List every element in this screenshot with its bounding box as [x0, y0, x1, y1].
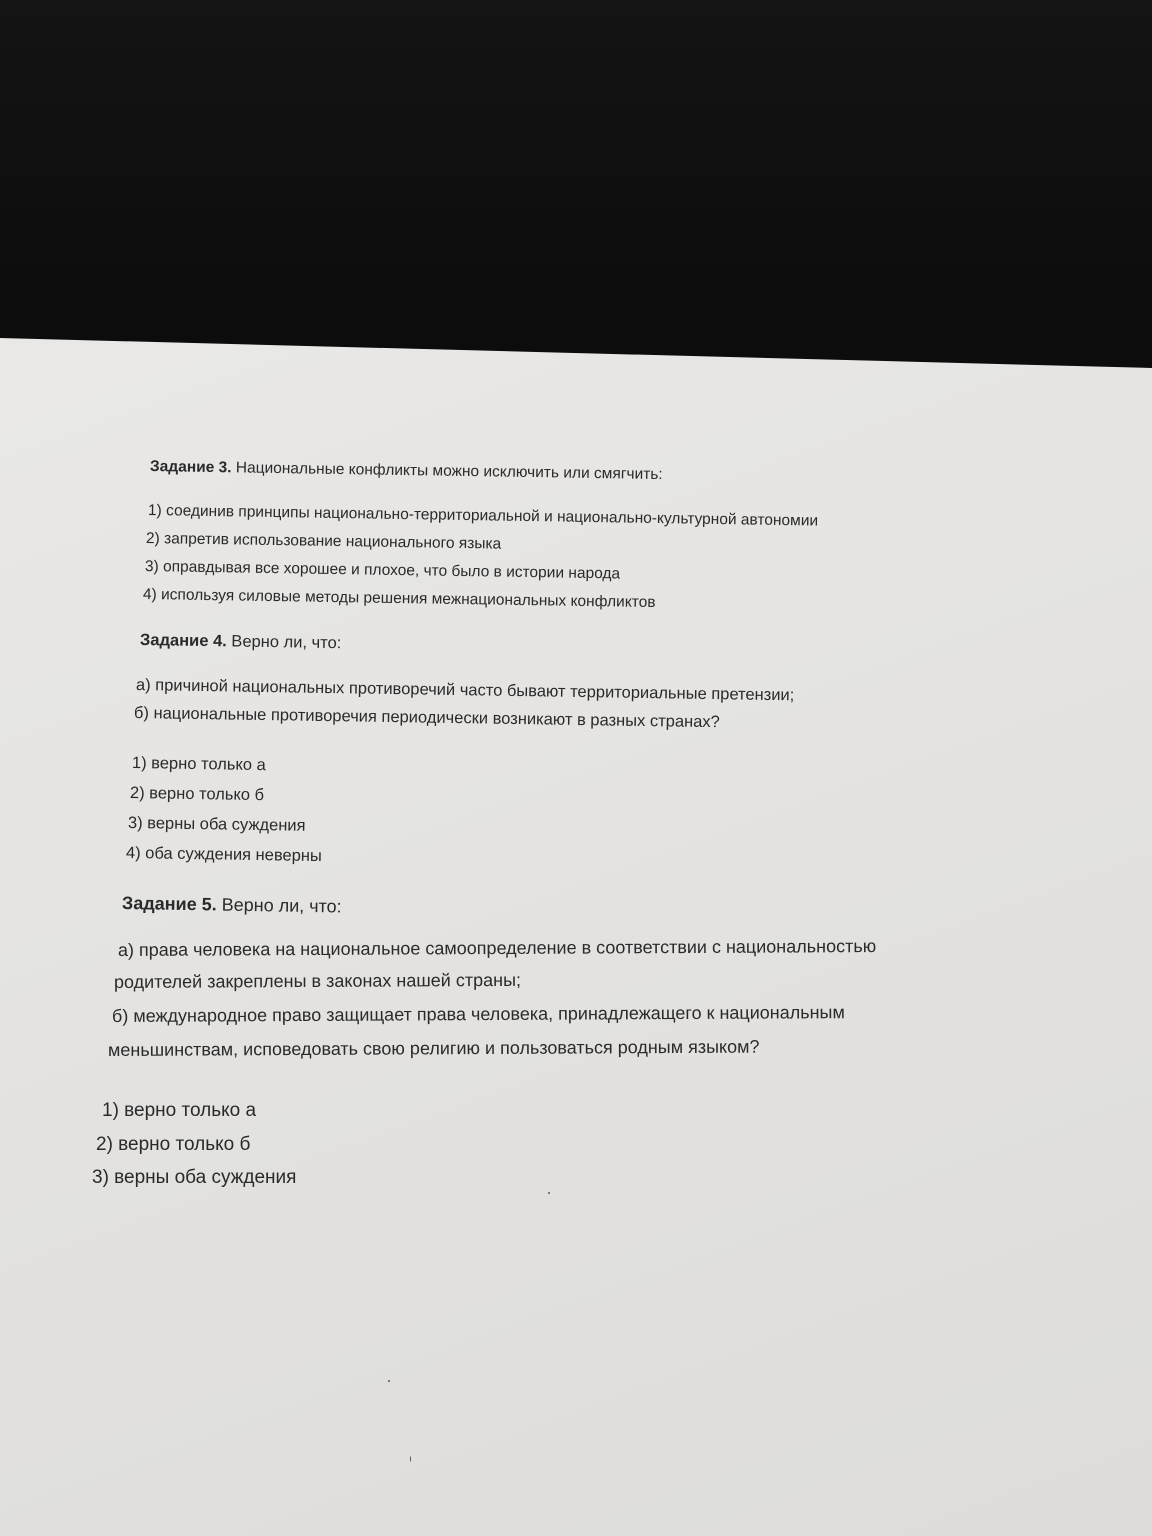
task4-heading	[140, 631, 342, 653]
task3-option-1: 1) соединив принципы национально-территориальной и национально-культурной автономии	[147, 502, 819, 530]
task4-statement-a: а) причиной национальных противоречий часто бывают территориальные претензии;	[135, 676, 795, 705]
task5-option-2: 2) верно только б	[96, 1134, 251, 1155]
task3-option-4: 4) используя силовые методы решения межнациональных конфликтов	[142, 586, 656, 612]
task3-option-2: 2) запретив использование национального языка	[145, 530, 502, 553]
task5-heading	[122, 893, 342, 917]
task3-question: Национальные конфликты можно исключить или смягчить:	[235, 459, 663, 484]
task4-label: Задание 4.	[139, 631, 227, 651]
paper-speck	[410, 1456, 411, 1462]
task5-option-1: 1) верно только а	[102, 1100, 257, 1121]
task3-option-3: 3) оправдывая все хорошее и плохое, что было в истории народа	[144, 558, 621, 583]
task4-option-3: 3) верны оба суждения	[127, 814, 306, 835]
paper-speck	[548, 1192, 550, 1194]
task5-option-3: 3) верны оба суждения	[92, 1167, 297, 1188]
task4-option-2: 2) верно только б	[129, 784, 265, 805]
paper-speck	[388, 1380, 390, 1382]
task4-option-1: 1) верно только а	[131, 754, 266, 775]
task5-statement-line-1: а) права человека на национальное самоопределение в соответствии с национальностью	[117, 936, 877, 960]
task5-question: Верно ли, что:	[221, 894, 342, 917]
task3-label: Задание 3.	[149, 458, 232, 477]
task4-question: Верно ли, что:	[231, 632, 342, 653]
task5-statement-line-3: б) международное право защищает права человека, принадлежащего к национальным	[111, 1002, 845, 1026]
task5-label: Задание 5.	[121, 893, 217, 915]
task5-statement-line-4: меньшинствам, исповедовать свою религию и пользоваться родным языком?	[107, 1036, 760, 1060]
task4-statement-b: б) национальные противоречия периодически возникают в разных странах?	[133, 704, 720, 732]
task4-option-4: 4) оба суждения неверны	[125, 844, 322, 866]
task5-statement-line-2: родителей закреплены в законах нашей страны;	[113, 969, 522, 992]
